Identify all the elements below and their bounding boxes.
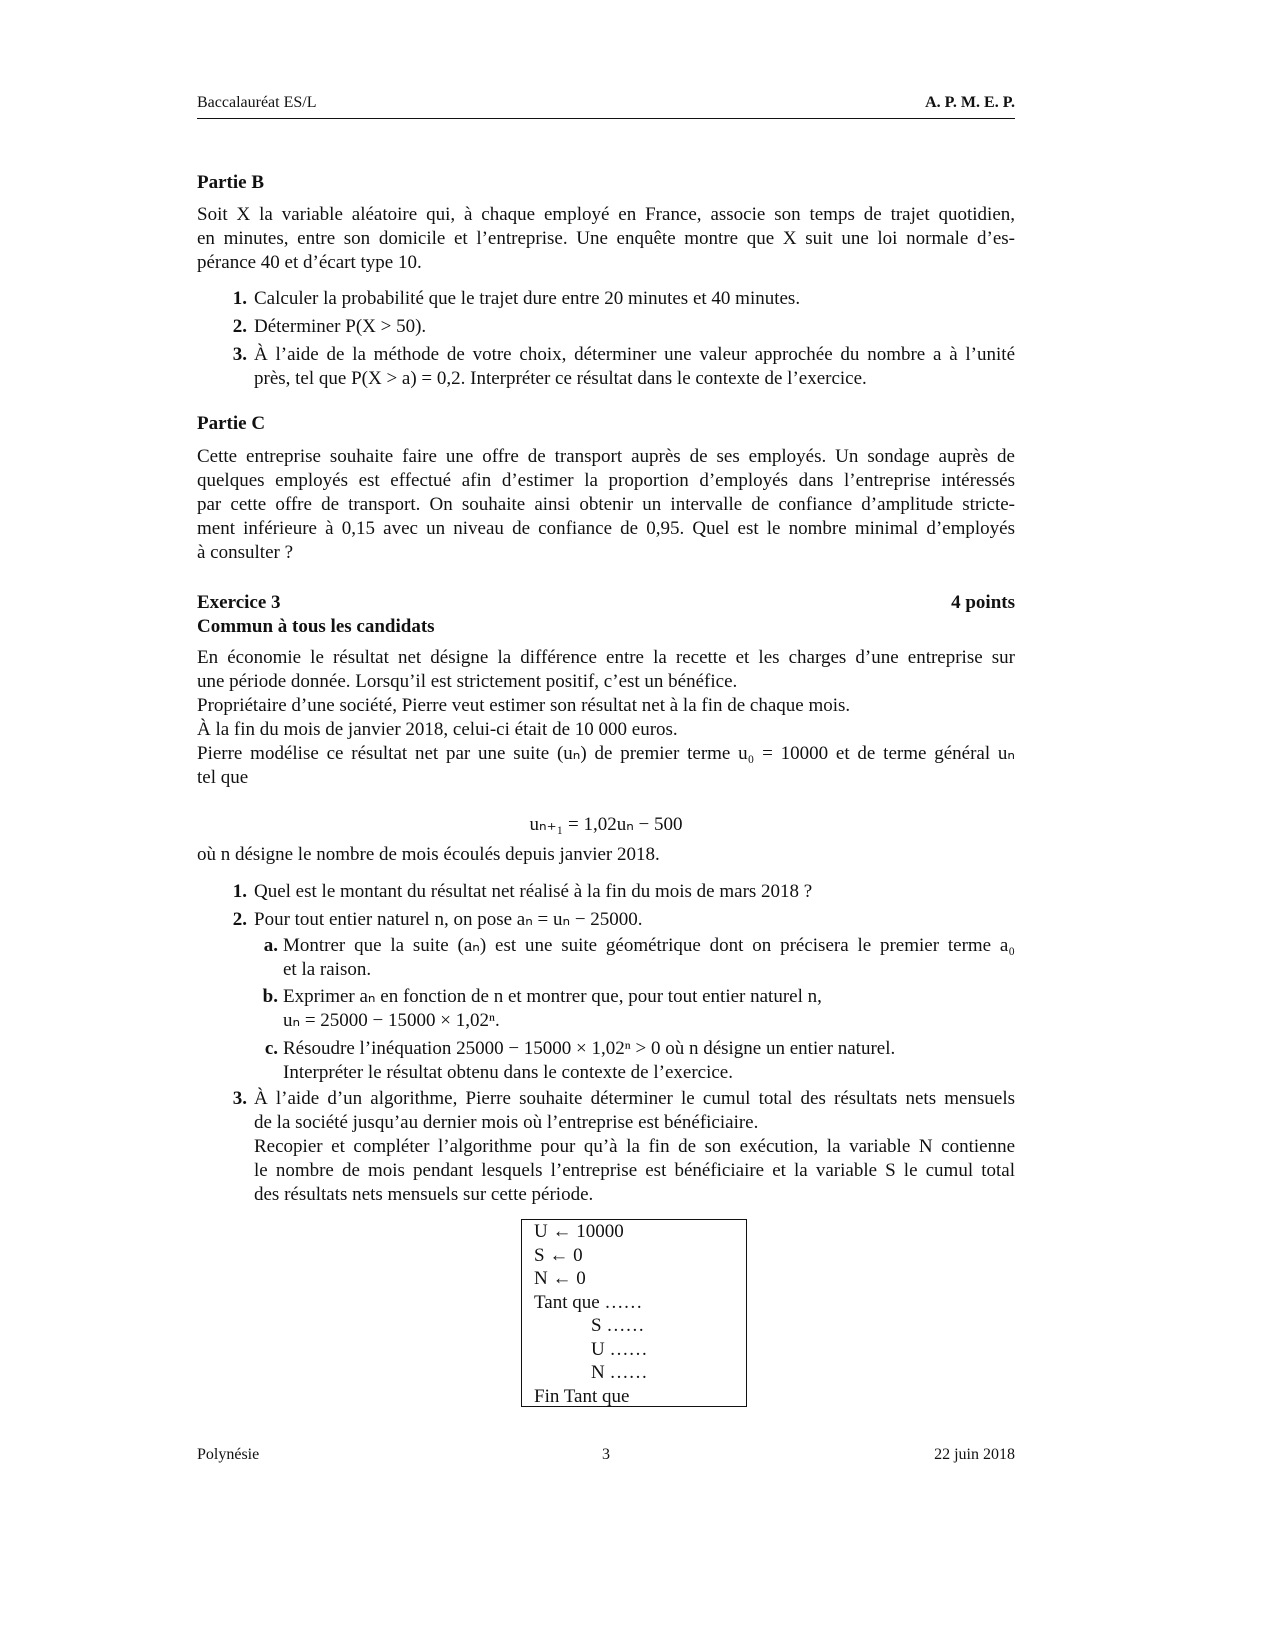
text-line: Montrer que la suite (aₙ) est une suite géométrique dont on précisera le premier terme a₀ (283, 935, 1015, 956)
question-number: 1. (232, 288, 247, 309)
text-line: Calculer la probabilité que le trajet dure entre 20 minutes et 40 minutes. (254, 288, 801, 309)
question-1 (197, 880, 1015, 904)
question-3 (197, 343, 1015, 391)
text-line: de la société jusqu’au dernier mois où l’entreprise est bénéficiaire. (254, 1112, 759, 1133)
question-letter: c. (264, 1038, 278, 1059)
question-2 (197, 315, 1015, 339)
question-2 (197, 908, 1015, 1085)
partie-c-title: Partie C (197, 413, 266, 434)
text-line: Déterminer P(X > 50). (254, 316, 427, 337)
text-line: Recopier et compléter l’algorithme pour qu’à la fin de son exécution, la variable N contienne (254, 1136, 1015, 1157)
text-line: où n désigne le nombre de mois écoulés depuis janvier 2018. (197, 844, 660, 865)
text-line: une période donnée. Lorsqu’il est strictement positif, c’est un bénéfice. (197, 671, 738, 692)
text-line: Soit X la variable aléatoire qui, à chaque employé en France, associe son temps de trajet quotidien, (197, 204, 1015, 225)
text-line: à consulter ? (197, 542, 294, 563)
partie-b-title: Partie B (197, 172, 265, 193)
exercise-subtitle: Commun à tous les candidats (197, 616, 435, 637)
header-left: Baccalauréat ES/L (197, 94, 317, 111)
question-letter: b. (262, 986, 278, 1007)
algo-line: N …… (591, 1362, 648, 1383)
text-line: À l’aide d’un algorithme, Pierre souhaite déterminer le cumul total des résultats nets mensuels (254, 1088, 1015, 1109)
text-line: Exprimer aₙ en fonction de n et montrer que, pour tout entier naturel n, (283, 986, 822, 1007)
exercise-title: Exercice 3 (197, 592, 281, 613)
text-line: par cette offre de transport. On souhaite ainsi obtenir un intervalle de confiance d’amplitude stricte- (197, 494, 1015, 515)
footer-right: 22 juin 2018 (934, 1446, 1015, 1463)
question-number: 2. (232, 316, 247, 337)
page-header (197, 94, 1015, 119)
text-line: Interpréter le résultat obtenu dans le contexte de l’exercice. (283, 1062, 733, 1083)
footer-left: Polynésie (197, 1446, 260, 1463)
question-2c (254, 1037, 1015, 1085)
text-line: À l’aide de la méthode de votre choix, déterminer une valeur approchée du nombre a à l’unité (254, 344, 1015, 365)
algo-line: S ← 0 (534, 1244, 583, 1266)
algo-line: U …… (591, 1338, 648, 1360)
text-line: uₙ = 25000 − 15000 × 1,02ⁿ. (283, 1010, 500, 1031)
algo-line: Fin Tant que (534, 1385, 630, 1407)
page-number: 3 (602, 1446, 610, 1463)
recurrence-formula: uₙ₊₁ = 1,02uₙ − 500 (529, 814, 683, 835)
text-line: près, tel que P(X > a) = 0,2. Interpréter ce résultat dans le contexte de l’exercice. (254, 368, 867, 389)
question-number: 1. (232, 881, 247, 902)
text-line: en minutes, entre son domicile et l’entreprise. Une enquête montre que X suit une loi normale d’es- (197, 228, 1015, 249)
text-line: pérance 40 et d’écart type 10. (197, 252, 422, 273)
text-line: Cette entreprise souhaite faire une offre de transport auprès de ses employés. Un sondage auprès de (197, 446, 1015, 467)
question-number: 3. (232, 344, 247, 365)
text-line: le nombre de mois pendant lesquels l’entreprise est bénéficiaire et la variable S le cumul total (254, 1160, 1015, 1181)
algo-line: S …… (591, 1315, 645, 1336)
text-line: Quel est le montant du résultat net réalisé à la fin du mois de mars 2018 ? (254, 881, 813, 902)
header-right: A. P. M. E. P. (925, 94, 1015, 111)
question-2a (254, 934, 1015, 982)
exercise-points: 4 points (951, 592, 1015, 613)
exercice-3 (197, 591, 1015, 1207)
text-line: ment inférieure à 0,15 avec un niveau de confiance de 0,95. Quel est le nombre minimal d’employés (197, 518, 1015, 539)
question-1 (197, 287, 1015, 311)
algo-line: U ← 10000 (534, 1221, 624, 1242)
text-line: des résultats nets mensuels sur cette période. (254, 1184, 594, 1205)
algo-line: Tant que …… (534, 1291, 643, 1313)
text-line: Pour tout entier naturel n, on pose aₙ = uₙ − 25000. (254, 909, 643, 930)
question-letter: a. (263, 935, 278, 956)
text-line: Pierre modélise ce résultat net par une suite (uₙ) de premier terme u₀ = 10000 et de terme général uₙ (197, 743, 1015, 764)
page-footer (197, 1443, 1015, 1467)
text-line: Résoudre l’inéquation 25000 − 15000 × 1,02ⁿ > 0 où n désigne un entier naturel. (283, 1038, 896, 1059)
algo-line: N ← 0 (534, 1268, 586, 1289)
text-line: quelques employés est effectué afin d’estimer la proportion d’employés dans l’entreprise intéressés (197, 470, 1015, 491)
partie-b (197, 171, 1015, 391)
text-line: tel que (197, 767, 249, 788)
partie-c (197, 412, 1015, 565)
text-line: et la raison. (283, 959, 372, 980)
algorithm-box (521, 1219, 747, 1407)
question-number: 3. (232, 1088, 247, 1109)
question-2b (254, 985, 1015, 1033)
text-line: Propriétaire d’une société, Pierre veut estimer son résultat net à la fin de chaque mois. (197, 695, 851, 716)
text-line: En économie le résultat net désigne la différence entre la recette et les charges d’une entreprise sur (197, 647, 1015, 668)
question-3 (197, 1087, 1015, 1207)
question-number: 2. (232, 909, 247, 930)
text-line: À la fin du mois de janvier 2018, celui-ci était de 10 000 euros. (197, 719, 678, 740)
